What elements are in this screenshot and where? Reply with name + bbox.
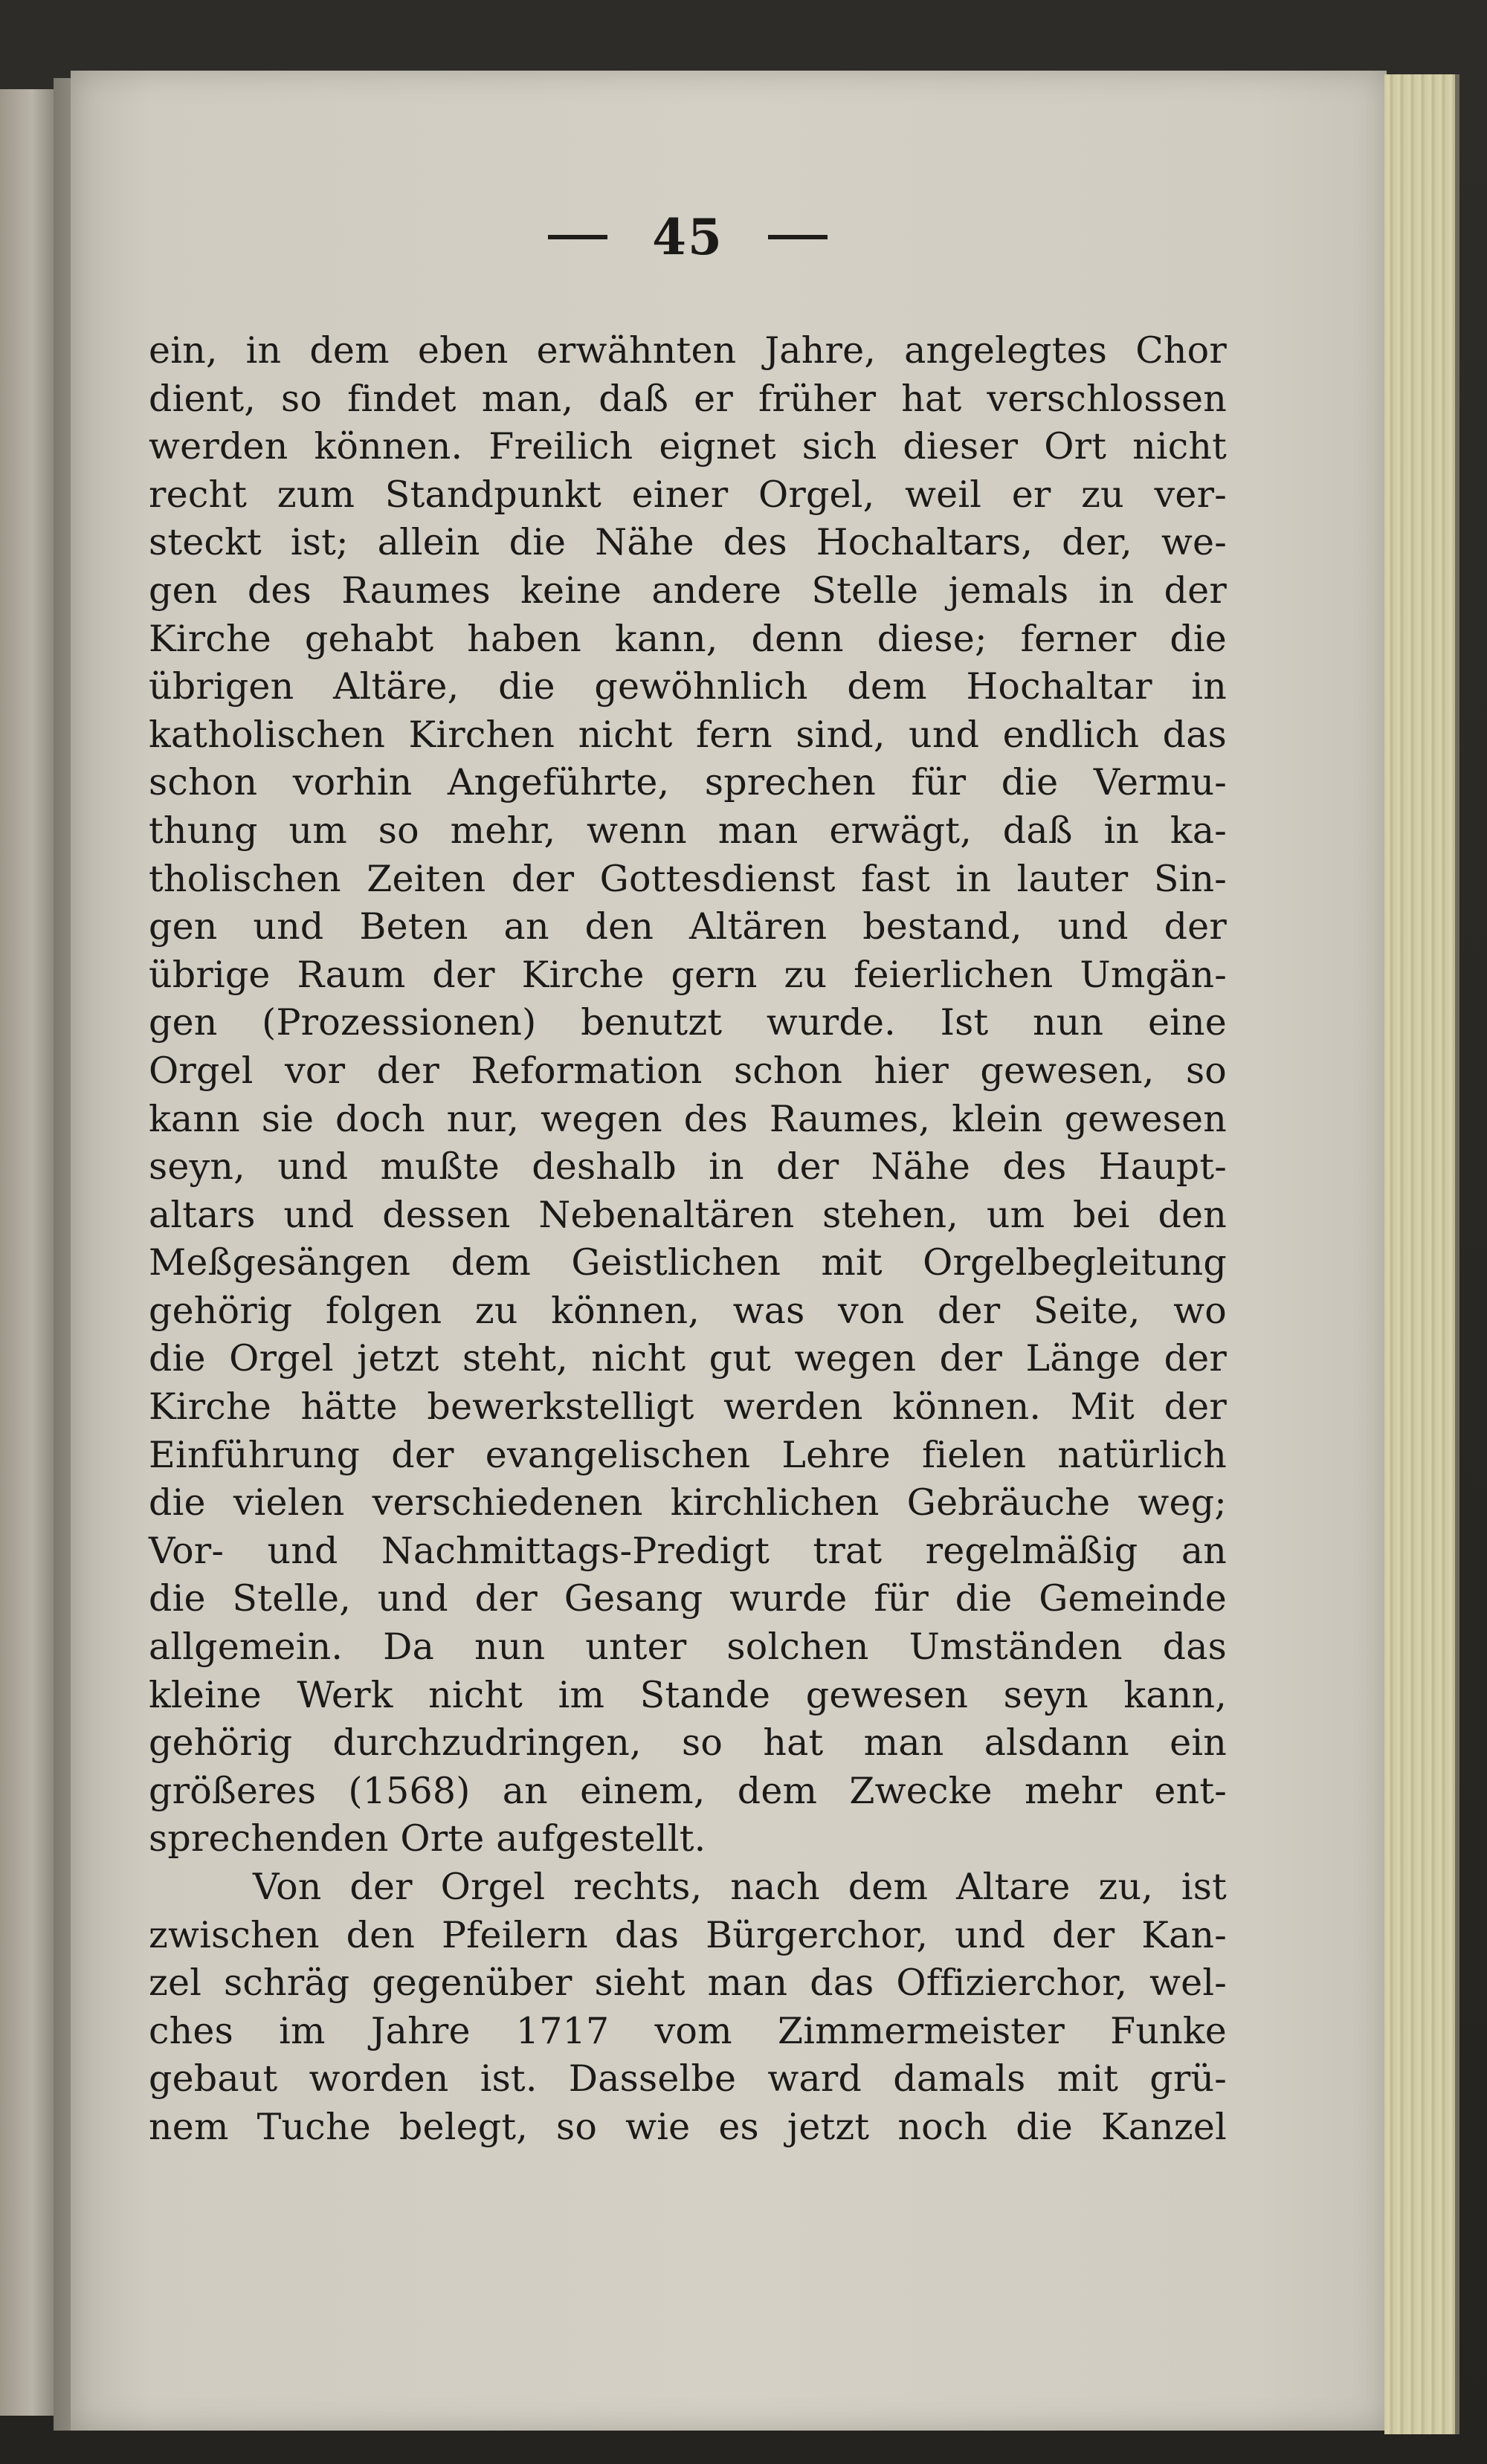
text-line: tholischen Zeiten der Gottesdienst fast in lauter Sin- xyxy=(149,857,1227,900)
text-line: Kirche gehabt haben kann, denn diese; ferner die xyxy=(149,617,1227,660)
text-line: Vor- und Nachmittags-Predigt trat regelmäßig an xyxy=(149,1529,1227,1572)
body-text xyxy=(149,327,1227,2152)
text-line: gehörig durchzudringen, so hat man alsdann ein xyxy=(149,1721,1227,1765)
header-left-dash xyxy=(548,235,607,239)
text-line: ein, in dem eben erwähnten Jahre, angelegtes Chor xyxy=(149,329,1227,372)
text-line: übrigen Altäre, die gewöhnlich dem Hochaltar in xyxy=(149,665,1227,708)
text-line: gehörig folgen zu können, was von der Seite, wo xyxy=(149,1289,1227,1332)
text-line: ches im Jahre 1717 vom Zimmermeister Funke xyxy=(149,2009,1227,2052)
text-line: die Orgel jetzt steht, nicht gut wegen der Länge der xyxy=(149,1337,1227,1380)
text-line: übrige Raum der Kirche gern zu feierlichen Umgän- xyxy=(149,953,1227,996)
text-line: kann sie doch nur, wegen des Raumes, klein gewesen xyxy=(149,1097,1227,1140)
text-line: größeres (1568) an einem, dem Zwecke mehr ent- xyxy=(149,1769,1227,1812)
text-line: altars und dessen Nebenaltären stehen, um bei den xyxy=(149,1193,1227,1236)
text-line: recht zum Standpunkt einer Orgel, weil er zu ver- xyxy=(149,473,1227,516)
paragraph-end-line: sprechenden Orte aufgestellt. xyxy=(149,1817,706,1860)
text-line: die vielen verschiedenen kirchlichen Gebräuche weg; xyxy=(149,1481,1227,1524)
text-line: katholischen Kirchen nicht fern sind, und endlich das xyxy=(149,713,1227,756)
text-line: Kirche hätte bewerkstelligt werden können. Mit der xyxy=(149,1385,1227,1429)
text-line: allgemein. Da nun unter solchen Umständen das xyxy=(149,1626,1227,1669)
page-edges xyxy=(1384,74,1459,2434)
text-line: seyn, und mußte deshalb in der Nähe des Haupt- xyxy=(149,1145,1227,1189)
paragraph-start-line: Von der Orgel rechts, nach dem Altare zu, ist xyxy=(253,1866,1227,1908)
text-line: nem Tuche belegt, so wie es jetzt noch die Kanzel xyxy=(149,2105,1227,2148)
header-right-dash xyxy=(768,235,828,239)
text-line: thung um so mehr, wenn man erwägt, daß in ka- xyxy=(149,809,1227,852)
text-line: zel schräg gegenüber sieht man das Offizierchor, wel- xyxy=(149,1962,1227,2005)
facing-page-edge xyxy=(0,89,57,2416)
text-line: zwischen den Pfeilern das Bürgerchor, und der Kan- xyxy=(149,1913,1227,1956)
text-line: gen (Prozessionen) benutzt wurde. Ist nun eine xyxy=(149,1001,1227,1044)
text-line: gen des Raumes keine andere Stelle jemals in der xyxy=(149,569,1227,612)
text-line: die Stelle, und der Gesang wurde für die Gemeinde xyxy=(149,1577,1227,1620)
text-line: gebaut worden ist. Dasselbe ward damals mit grü- xyxy=(149,2057,1227,2101)
text-line: steckt ist; allein die Nähe des Hochaltars, der, we- xyxy=(149,521,1227,564)
page-number: 45 xyxy=(652,208,723,266)
text-line: dient, so findet man, daß er früher hat verschlossen xyxy=(149,377,1227,420)
text-line: kleine Werk nicht im Stande gewesen seyn kann, xyxy=(149,1673,1227,1716)
page-header xyxy=(149,208,1227,282)
text-line: gen und Beten an den Altären bestand, und der xyxy=(149,905,1227,948)
text-line: Orgel vor der Reformation schon hier gewesen, so xyxy=(149,1049,1227,1092)
text-line: Einführung der evangelischen Lehre fielen natürlich xyxy=(149,1433,1227,1476)
text-line: werden können. Freilich eignet sich dieser Ort nicht xyxy=(149,425,1227,468)
text-line: Meßgesängen dem Geistlichen mit Orgelbegleitung xyxy=(149,1241,1227,1284)
text-line: schon vorhin Angeführte, sprechen für die Vermu- xyxy=(149,761,1227,804)
